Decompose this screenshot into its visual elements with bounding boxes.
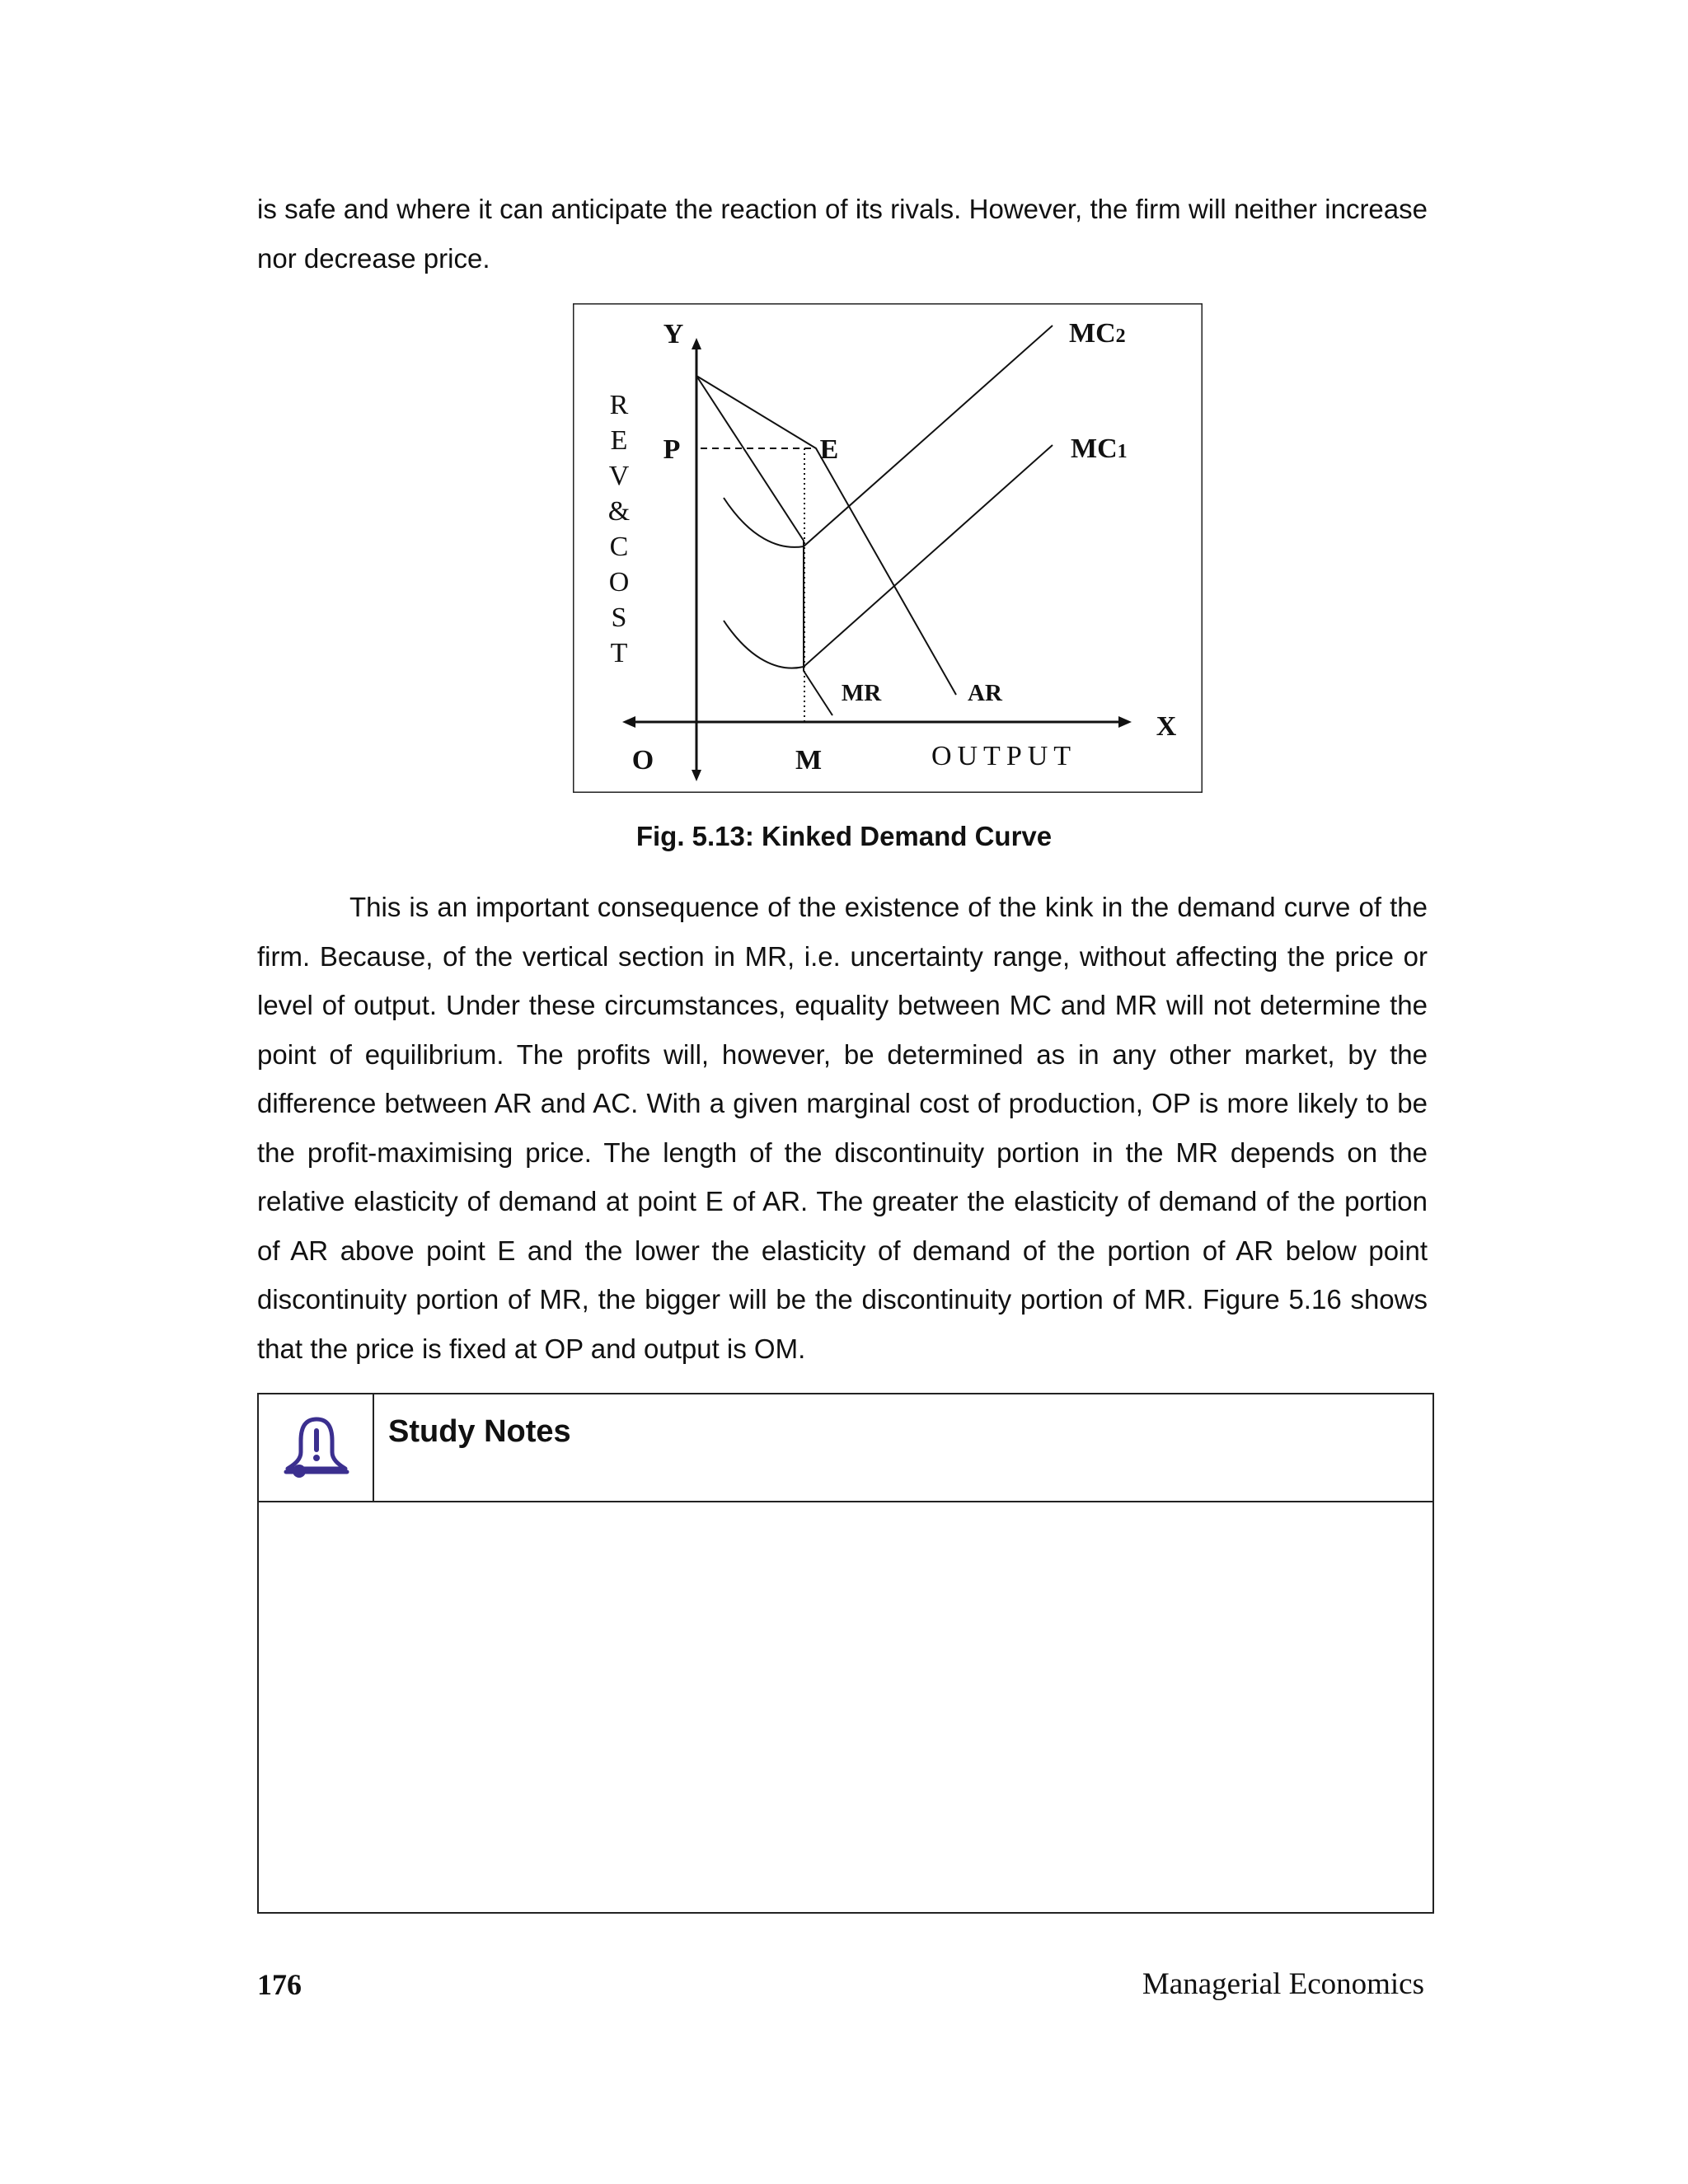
origin-label: O [631,745,654,776]
mr-label: MR [841,680,882,706]
page-number: 176 [257,1968,302,2001]
mc1-label-base: MC [1071,434,1118,464]
bell-alert-icon [279,1413,354,1487]
kink-point-label: E [819,434,839,465]
x-axis-title: OUTPUT [931,741,1077,771]
footer-book-title: Managerial Economics [1142,1967,1424,2001]
y-axis-letter: O [608,567,630,598]
intro-paragraph: is safe and where it can anticipate the reaction of its rivals. However, the firm will neither increase nor decrease price. [257,194,1428,274]
kinked-demand-chart [573,303,1203,793]
price-label: P [663,434,681,465]
kinked-demand-figure [573,303,1203,793]
figure-caption: Fig. 5.13: Kinked Demand Curve [635,821,1053,851]
x-axis-label: X [1156,711,1177,742]
study-notes-title: Study Notes [388,1414,571,1449]
study-notes-header [259,1394,1432,1502]
y-axis-letter: V [608,461,630,491]
y-axis-letter: E [610,425,628,456]
y-axis-letter: R [609,390,629,420]
y-axis-letter: S [611,602,627,633]
figure-frame [574,304,1203,793]
body-paragraph: This is an important consequence of the existence of the kink in the demand curve of the firm. Because, of the vertical section in MR, i.e. uncertainty range, without affecting the price or level of output. Under these circumstances, equality between MC and MR will not determine the point of equilibrium. The profits will, however, be determined as in any other market, by the difference between AR and AC. With a given marginal cost of production, OP is more likely to be the profit-maximising price. The length of the discontinuity portion in the MR depends on the relative elasticity of demand at point E of AR. The greater the elasticity of demand of the portion of AR above point E and the lower the elasticity of demand of the portion of AR below point discontinuity portion of MR, the bigger will be the discontinuity portion of MR. Figure 5.16 shows that the price is fixed at OP and output is OM. [257,892,1428,1364]
study-notes-icon-cell [259,1394,374,1501]
y-axis-letter: C [609,532,629,562]
output-point-label: M [795,745,823,776]
mc2-label-base: MC [1069,318,1116,349]
y-axis-letter: T [610,638,628,668]
mc1-label-sub: 1 [1117,441,1128,462]
study-notes-box [257,1393,1434,1914]
mc2-label-sub: 2 [1115,326,1126,347]
y-axis-letter: & [607,496,631,527]
ar-label: AR [968,680,1002,706]
y-axis-label: Y [663,319,684,349]
